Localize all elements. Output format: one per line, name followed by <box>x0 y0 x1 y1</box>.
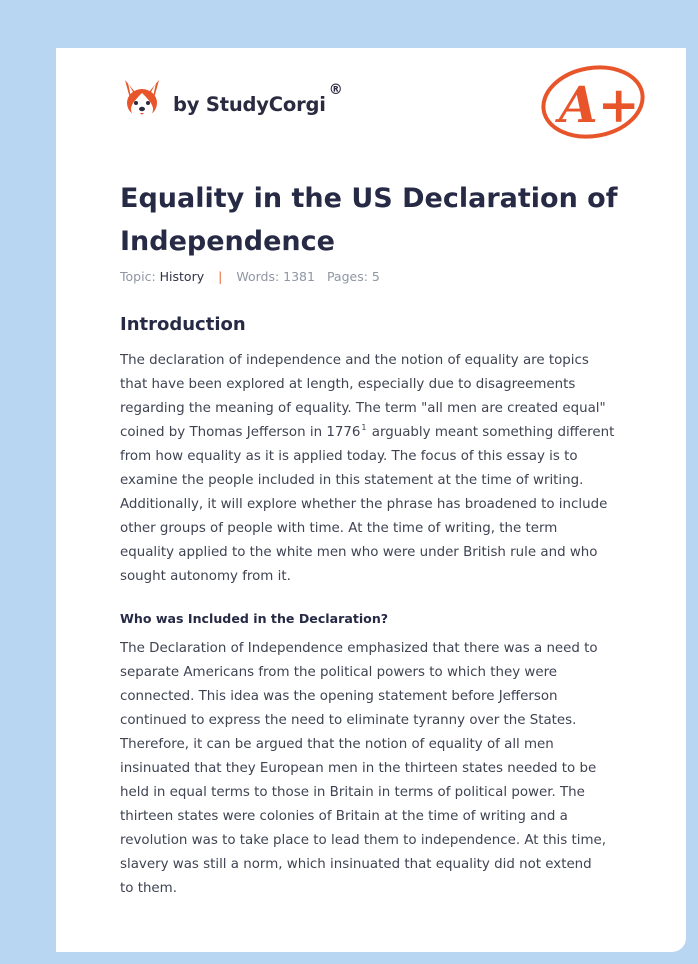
grade-text: A+ <box>559 75 640 134</box>
paragraph-line: continued to express the need to eliminate tyranny over the States. <box>120 713 577 728</box>
registered-mark: ® <box>328 82 343 98</box>
footnote-reference[interactable]: 1 <box>361 423 367 432</box>
paragraph-line: thirteen states were colonies of Britain at the time of writing and a <box>120 809 568 824</box>
topic-link[interactable]: History <box>159 269 205 284</box>
paragraph-line: from how equality as it is applied today. The focus of this essay is to <box>120 449 578 464</box>
paragraph-line: other groups of people with time. At the time of writing, the term <box>120 521 558 536</box>
declaration-paragraph <box>120 637 640 901</box>
grade-a-plus-logo <box>537 60 647 142</box>
paragraph-line: Therefore, it can be argued that the notion of equality of all men <box>120 737 554 752</box>
paragraph-line <box>120 421 640 445</box>
paragraph-line: regarding the meaning of equality. The term "all men are created equal" <box>120 401 606 416</box>
topic-label: Topic: <box>120 269 156 284</box>
paragraph-line: held in equal terms to those in Britain in terms of political power. The <box>120 785 585 800</box>
paragraph-line: examine the people included in this statement at the time of writing. <box>120 473 584 488</box>
page-title: Equality in the US Declaration of Independence <box>120 183 618 257</box>
line-text: arguably meant something different <box>367 425 615 440</box>
studycorgi-logo[interactable] <box>121 76 343 122</box>
corgi-icon <box>121 76 163 122</box>
paragraph-line: connected. This idea was the opening statement before Jefferson <box>120 689 558 704</box>
paragraph-line: The declaration of independence and the notion of equality are topics <box>120 353 589 368</box>
section-heading-who-was-included: Who was Included in the Declaration? <box>120 611 389 626</box>
page-count: Pages: 5 <box>326 269 380 284</box>
line-text: coined by Thomas Jefferson in 1776 <box>120 425 361 440</box>
document-page <box>56 48 686 952</box>
introduction-paragraph <box>120 349 640 589</box>
document-meta <box>120 269 380 284</box>
brand-name: by StudyCorgi <box>173 92 326 116</box>
meta-separator: | <box>218 269 223 284</box>
section-heading-introduction: Introduction <box>120 314 246 335</box>
paragraph-line: separate Americans from the political powers to which they were <box>120 665 558 680</box>
paragraph-line: insinuated that they European men in the thirteen states needed to be <box>120 761 597 776</box>
paragraph-line: revolution was to take place to lead them to independence. At this time, <box>120 833 607 848</box>
paragraph-line: that have been explored at length, especially due to disagreements <box>120 377 576 392</box>
paragraph-line: sought autonomy from it. <box>120 569 291 584</box>
header <box>121 76 651 140</box>
paragraph-line: Additionally, it will explore whether the phrase has broadened to include <box>120 497 608 512</box>
paragraph-line: to them. <box>120 881 177 896</box>
paragraph-line: equality applied to the white men who were under British rule and who <box>120 545 598 560</box>
paragraph-line: The Declaration of Independence emphasized that there was a need to <box>120 641 598 656</box>
paragraph-line: slavery was still a norm, which insinuated that equality did not extend <box>120 857 592 872</box>
word-count: Words: 1381 <box>236 269 315 284</box>
